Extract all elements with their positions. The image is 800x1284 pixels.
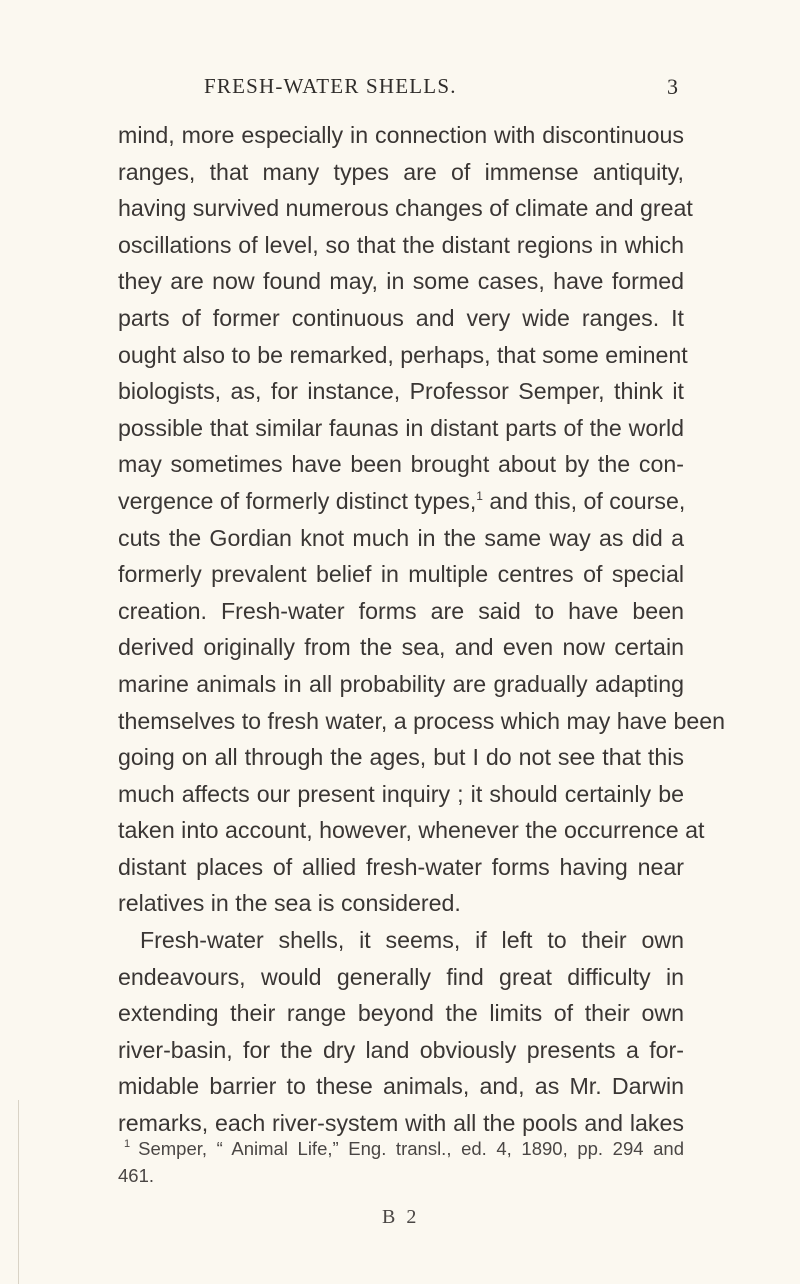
text-line: ranges, that many types are of immense antiquity, [118,158,684,185]
text-line: going on all through the ages, but I do not see that this [118,744,684,771]
text-line: river-basin, for the dry land obviously presents a for- [118,1036,684,1063]
signature-mark: B 2 [382,1206,420,1228]
running-title: FRESH-WATER SHELLS. [204,74,457,98]
text-line: extending their range beyond the limits of their own [118,1000,684,1027]
text-line: may sometimes have been brought about by the con- [118,451,684,478]
text-line: possible that similar faunas in distant parts of the world [118,414,684,441]
text-line: biologists, as, for instance, Professor Semper, think it [118,378,684,405]
running-head [118,74,678,104]
footnote-reference: 1 [476,488,483,503]
text-line: distant places of allied fresh-water forms having near [118,853,684,880]
text-line: remarks, each river-system with all the pools and lakes [118,1110,684,1137]
body-text [118,117,726,1142]
text-line: formerly prevalent belief in multiple centres of special [118,561,684,588]
paragraph-first-line: Fresh-water shells, it seems, if left to their own [140,927,684,954]
text-line: creation. Fresh-water forms are said to have been [118,597,684,624]
text-line: ought also to be remarked, perhaps, that some eminent [118,341,688,368]
text-line-with-footnote-ref [118,483,684,520]
text-line: much affects our present inquiry ; it should certainly be [118,780,684,807]
footnote-text: Semper, “ Animal Life,” Eng. transl., ed. 4, 1890, pp. 294 and [138,1138,684,1159]
text-segment: and this, of course, [482,487,686,514]
footnote [118,1135,684,1189]
text-line: themselves to fresh water, a process which may have been [118,707,726,734]
text-line: oscillations of level, so that the distant regions in which [118,231,684,258]
text-line: parts of former continuous and very wide ranges. It [118,304,684,331]
paragraph-last-line: relatives in the sea is considered. [118,890,461,917]
footnote-line [118,1135,684,1162]
text-line: taken into account, however, whenever the occurrence at [118,817,705,844]
page-number: 3 [667,74,678,99]
text-line: endeavours, would generally find great difficulty in [118,963,684,990]
footnote-marker: 1 [124,1138,131,1150]
footnote-line: 461. [118,1165,155,1186]
text-line: cuts the Gordian knot much in the same way as did a [118,524,684,551]
text-line: they are now found may, in some cases, have formed [118,268,684,295]
text-line: marine animals in all probability are gradually adapting [118,670,684,697]
text-segment: vergence of formerly distinct types, [118,487,477,514]
text-line: mind, more especially in connection with discontinuous [118,122,684,148]
page-edge-shadow [18,1100,19,1284]
text-line: midable barrier to these animals, and, as Mr. Darwin [118,1073,684,1100]
text-line: derived originally from the sea, and even now certain [118,634,684,661]
text-line: having survived numerous changes of climate and great [118,195,693,222]
